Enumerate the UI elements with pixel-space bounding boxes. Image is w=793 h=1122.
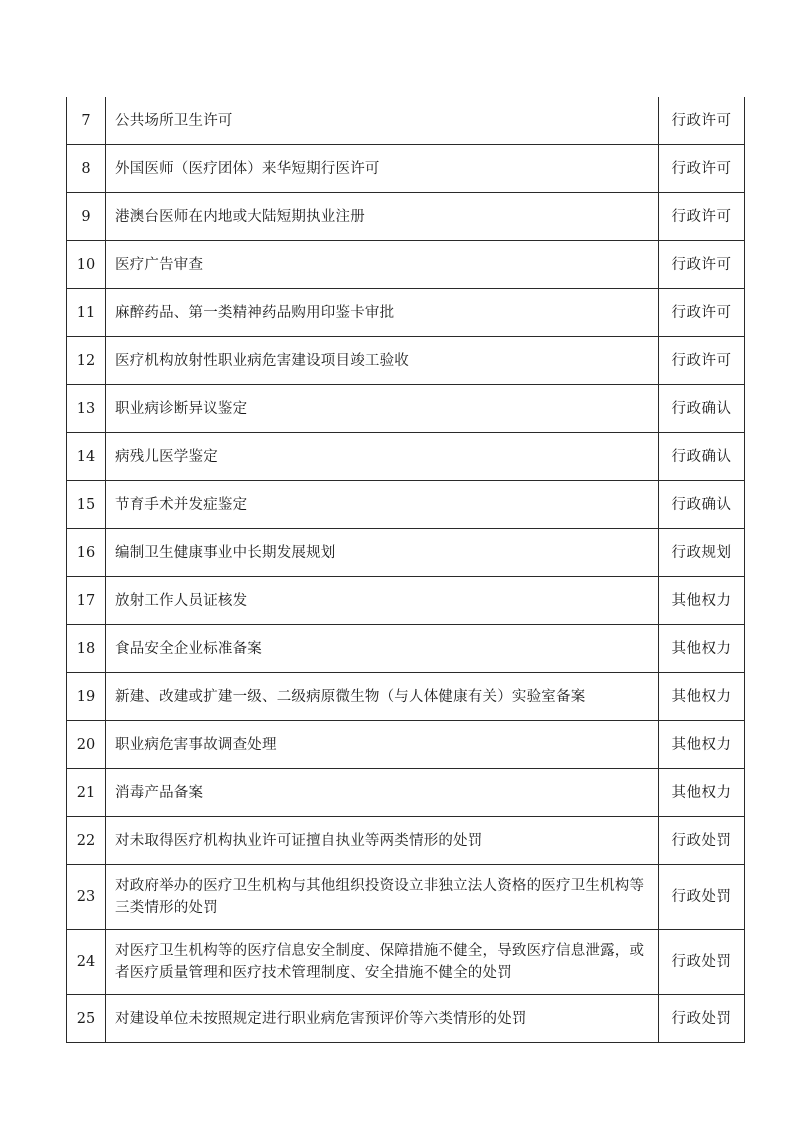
table-row [67, 433, 745, 481]
item-name: 对未取得医疗机构执业许可证擅自执业等两类情形的处罚 [106, 817, 659, 865]
table-row [67, 145, 745, 193]
power-type: 行政规划 [659, 529, 745, 577]
row-number: 16 [67, 529, 106, 577]
power-type: 行政许可 [659, 241, 745, 289]
row-number: 10 [67, 241, 106, 289]
item-name: 职业病诊断异议鉴定 [106, 385, 659, 433]
row-number: 24 [67, 930, 106, 995]
power-type: 其他权力 [659, 577, 745, 625]
item-name: 麻醉药品、第一类精神药品购用印鉴卡审批 [106, 289, 659, 337]
table-row [67, 817, 745, 865]
row-number: 13 [67, 385, 106, 433]
power-type: 行政许可 [659, 97, 745, 145]
row-number: 19 [67, 673, 106, 721]
power-type: 其他权力 [659, 625, 745, 673]
item-name: 医疗广告审查 [106, 241, 659, 289]
row-number: 9 [67, 193, 106, 241]
row-number: 12 [67, 337, 106, 385]
power-type: 行政确认 [659, 385, 745, 433]
table-row [67, 529, 745, 577]
table-row [67, 721, 745, 769]
row-number: 15 [67, 481, 106, 529]
table-row [67, 625, 745, 673]
table-row [67, 865, 745, 930]
table-row [67, 673, 745, 721]
item-name: 消毒产品备案 [106, 769, 659, 817]
item-name: 医疗机构放射性职业病危害建设项目竣工验收 [106, 337, 659, 385]
row-number: 18 [67, 625, 106, 673]
item-name: 对建设单位未按照规定进行职业病危害预评价等六类情形的处罚 [106, 995, 659, 1043]
table-row [67, 385, 745, 433]
power-type: 其他权力 [659, 769, 745, 817]
item-name: 食品安全企业标准备案 [106, 625, 659, 673]
power-type: 行政许可 [659, 145, 745, 193]
power-type: 其他权力 [659, 673, 745, 721]
row-number: 7 [67, 97, 106, 145]
item-name: 公共场所卫生许可 [106, 97, 659, 145]
power-type: 行政确认 [659, 481, 745, 529]
row-number: 11 [67, 289, 106, 337]
table-row [67, 930, 745, 995]
power-type: 行政确认 [659, 433, 745, 481]
item-name: 职业病危害事故调查处理 [106, 721, 659, 769]
row-number: 8 [67, 145, 106, 193]
table-row [67, 337, 745, 385]
power-type: 行政处罚 [659, 817, 745, 865]
row-number: 21 [67, 769, 106, 817]
table-row [67, 995, 745, 1043]
table-row [67, 481, 745, 529]
item-name: 对政府举办的医疗卫生机构与其他组织投资设立非独立法人资格的医疗卫生机构等三类情形的处罚 [106, 865, 659, 930]
item-name: 对医疗卫生机构等的医疗信息安全制度、保障措施不健全，导致医疗信息泄露，或者医疗质量管理和医疗技术管理制度、安全措施不健全的处罚 [106, 930, 659, 995]
item-name: 节育手术并发症鉴定 [106, 481, 659, 529]
table-row [67, 241, 745, 289]
power-type: 其他权力 [659, 721, 745, 769]
row-number: 23 [67, 865, 106, 930]
row-number: 17 [67, 577, 106, 625]
power-type: 行政许可 [659, 337, 745, 385]
row-number: 14 [67, 433, 106, 481]
table-row [67, 193, 745, 241]
item-name: 外国医师（医疗团体）来华短期行医许可 [106, 145, 659, 193]
item-name: 编制卫生健康事业中长期发展规划 [106, 529, 659, 577]
row-number: 20 [67, 721, 106, 769]
table-row [67, 577, 745, 625]
power-type: 行政处罚 [659, 930, 745, 995]
power-list-table [66, 97, 745, 1043]
table-row [67, 97, 745, 145]
power-type: 行政许可 [659, 193, 745, 241]
item-name: 新建、改建或扩建一级、二级病原微生物（与人体健康有关）实验室备案 [106, 673, 659, 721]
table-row [67, 289, 745, 337]
row-number: 22 [67, 817, 106, 865]
item-name: 病残儿医学鉴定 [106, 433, 659, 481]
power-type: 行政处罚 [659, 865, 745, 930]
item-name: 放射工作人员证核发 [106, 577, 659, 625]
table-row [67, 769, 745, 817]
item-name: 港澳台医师在内地或大陆短期执业注册 [106, 193, 659, 241]
row-number: 25 [67, 995, 106, 1043]
power-type: 行政许可 [659, 289, 745, 337]
power-type: 行政处罚 [659, 995, 745, 1043]
